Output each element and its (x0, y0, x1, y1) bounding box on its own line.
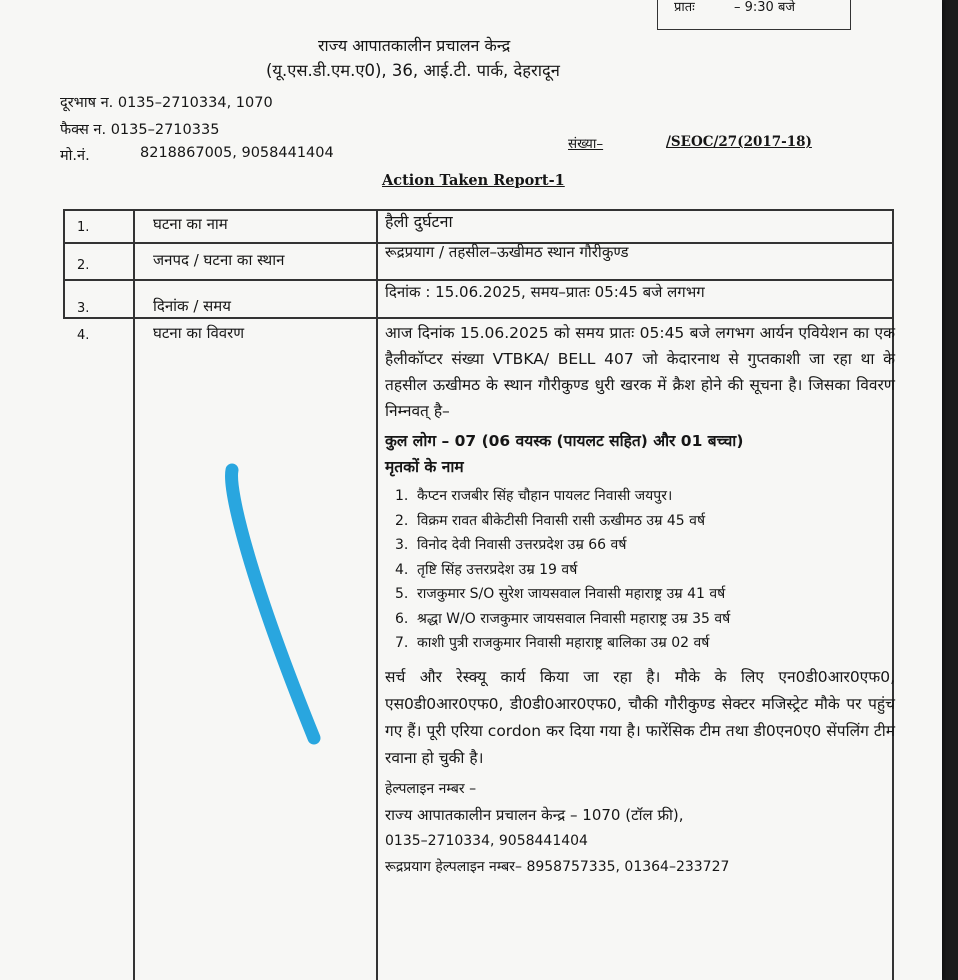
reference-number (568, 134, 812, 152)
row-divider (63, 317, 893, 319)
time-label: प्रातः (674, 0, 695, 15)
row-number: 4. (77, 328, 90, 343)
mobile-label: मो.नं. (60, 148, 90, 164)
helpline-label: हेल्पलाइन नम्बर – (385, 780, 477, 797)
list-item: 3. विनोद देवी निवासी उत्तरप्रदेश उम्र 66 वर्ष (395, 537, 627, 553)
table-border-top (63, 209, 893, 211)
report-table (63, 192, 893, 980)
row-field: जनपद / घटना का स्थान (153, 251, 285, 269)
row-value: हैली दुर्घटना (385, 212, 453, 231)
helpline-rudraprayag: रूद्रप्रयाग हेल्पलाइन नम्बर– 8958757335, 01364–233727 (385, 858, 730, 875)
list-item: 5. राजकुमार S/O सुरेश जायसवाल निवासी महाराष्ट्र उम्र 41 वर्ष (395, 586, 726, 602)
helpline-seoc-numbers: 0135–2710334, 9058441404 (385, 832, 588, 849)
report-title: Action Taken Report-1 (382, 172, 565, 189)
list-item: 2. विक्रम रावत बीकेटीसी निवासी रासी ऊखीमठ उम्र 45 वर्ष (395, 512, 706, 529)
helpline-seoc: राज्य आपातकालीन प्रचालन केन्द्र – 1070 (टॉल फ्री), (385, 805, 684, 824)
rescue-status: सर्च और रेस्क्यू कार्य किया जा रहा है। मौके के लिए एन0डी0आर0एफ0, एस0डी0आर0एफ0, डी0डी0आर0एफ0, चौकी गौरीकुण्ड सेक्टर मजिस्ट्रेट मौके पर पहुंच गए हैं। पूरी एरिया cordon कर दिया गया है। फारेंसिक टीम तथा डी0एन0ए0 सेंपलिंग टीम रवाना हो चुकी है। (385, 667, 895, 767)
phone-line (60, 92, 273, 112)
description-intro: आज दिनांक 15.06.2025 को समय प्रातः 05:45 बजे लगभग आर्यन एवियेशन का एक हैलीकॉप्टर संख्या VTBKA/ BELL 407 जो केदारनाथ से गुप्तकाशी जा रहा था के तहसील ऊखीमठ के स्थान गौरीकुण्ड धुरी खरक में क्रैश होने की सूचना है। जिसका विवरण निम्नवत् है– (385, 324, 895, 420)
row-number: 1. (77, 220, 90, 235)
row-number: 2. (77, 258, 90, 273)
office-name: राज्य आपातकालीन प्रचालन केन्द्र (318, 36, 511, 55)
list-item: 4. तृष्टि सिंह उत्तरप्रदेश उम्र 19 वर्ष (395, 561, 578, 578)
time-stamp-box (657, 0, 851, 30)
deceased-heading: मृतकों के नाम (385, 458, 464, 476)
time-value: – 9:30 बजे (734, 0, 796, 15)
row-divider (63, 279, 893, 281)
fax-label: फैक्स न. (60, 122, 107, 138)
reference-label: संख्या– (568, 136, 604, 152)
deceased-list (385, 484, 895, 656)
table-border-left (63, 209, 65, 319)
column-divider (376, 209, 378, 980)
total-people: कुल लोग – 07 (06 वयस्क (पायलट सहित) और 01 बच्चा) (385, 432, 744, 450)
list-item: 1. कैप्टन राजबीर सिंह चौहान पायलट निवासी जयपुर। (395, 488, 673, 504)
reference-value: /SEOC/27(2017-18) (666, 134, 812, 150)
phone-number: 0135–2710334, 1070 (117, 95, 273, 111)
row-field: घटना का विवरण (153, 324, 245, 342)
row-field: दिनांक / समय (153, 297, 231, 315)
row-value: रूद्रप्रयाग / तहसील–ऊखीमठ स्थान गौरीकुण्ड (385, 243, 629, 261)
phone-label: दूरभाष न. (60, 95, 114, 111)
row-number: 3. (77, 301, 90, 316)
column-divider (133, 209, 135, 980)
mobile-number: 8218867005, 9058441404 (140, 145, 334, 161)
fax-line (60, 119, 219, 139)
blue-pen-mark (210, 460, 330, 750)
list-item: 7. काशी पुत्री राजकुमार निवासी महाराष्ट्र बालिका उम्र 02 वर्ष (395, 635, 710, 651)
fax-number: 0135–2710335 (110, 122, 220, 138)
list-item: 6. श्रद्धा W/O राजकुमार जायसवाल निवासी महाराष्ट्र उम्र 35 वर्ष (395, 610, 731, 627)
mobile-line (60, 145, 334, 165)
row-value: दिनांक : 15.06.2025, समय–प्रातः 05:45 बजे लगभग (385, 283, 705, 301)
office-address: (यू.एस.डी.एम.ए0), 36, आई.टी. पार्क, देहरादून (266, 61, 560, 80)
incident-description (385, 320, 895, 880)
row-field: घटना का नाम (153, 215, 228, 233)
